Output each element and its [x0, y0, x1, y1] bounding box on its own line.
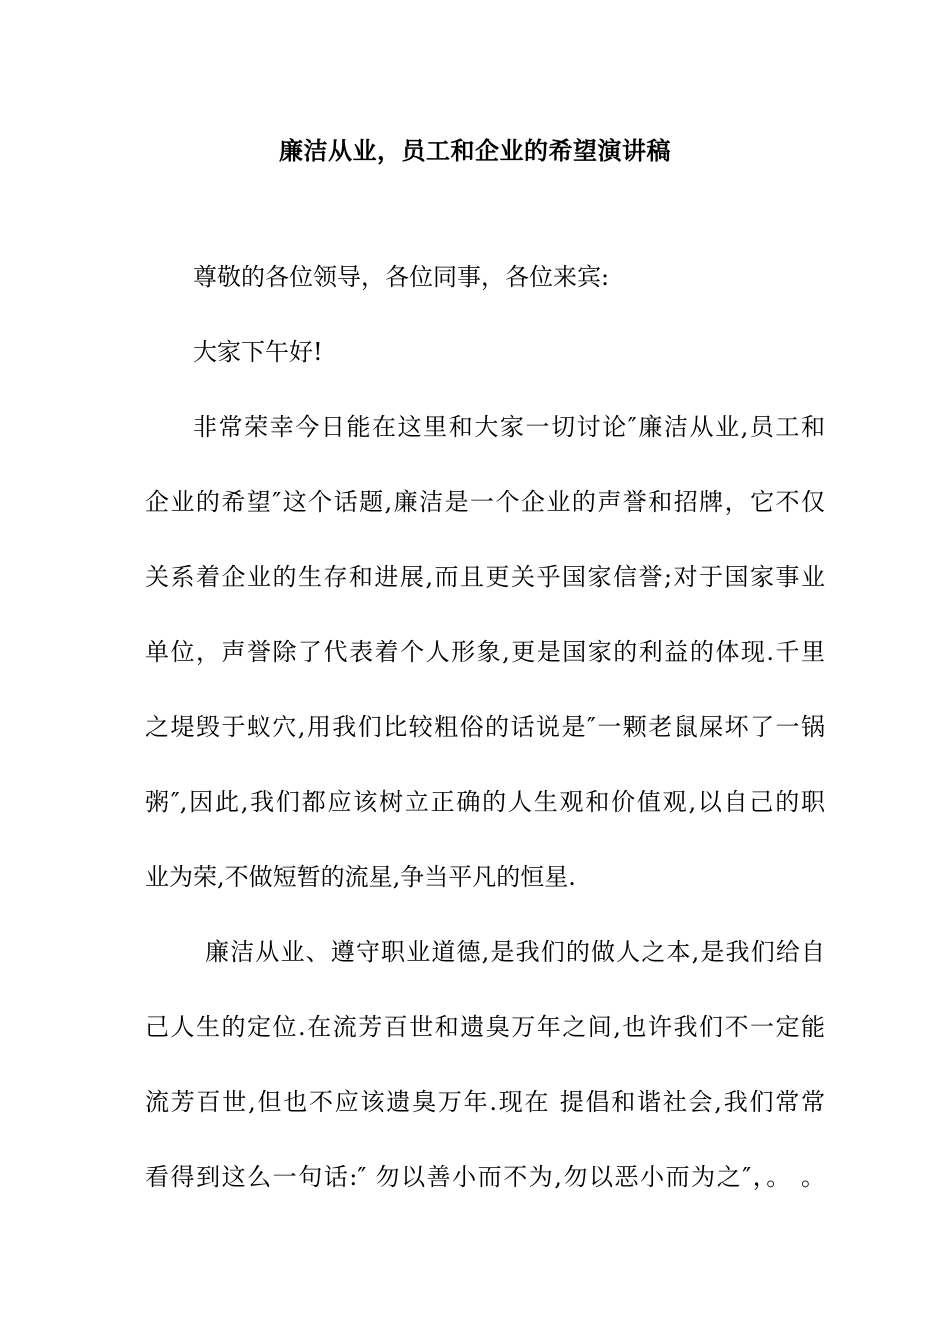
body-line: 己人生的定位.在流芳百世和遗臭万年之间,也许我们不一定能	[145, 1013, 825, 1041]
body-line: 企业的希望″这个话题,廉洁是一个企业的声誉和招牌，它不仅	[145, 488, 825, 516]
body-line: 流芳百世,但也不应该遗臭万年.现在 提倡和谐社会,我们常常	[145, 1088, 825, 1116]
body-line: 关系着企业的生存和进展,而且更关乎国家信誉;对于国家事业	[145, 563, 825, 591]
body-line: 粥″,因此,我们都应该树立正确的人生观和价值观,以自己的职	[145, 788, 825, 816]
body-line: 看得到这么一句话:″ 勿以善小而不为,勿以恶小而为之″，。 。	[145, 1163, 825, 1191]
greeting-line: 大家下午好!	[193, 338, 323, 366]
body-line: 非常荣幸今日能在这里和大家一切讨论″廉洁从业,员工和	[193, 413, 825, 441]
body-line: 单位，声誉除了代表着个人形象,更是国家的利益的体现.千里	[145, 638, 825, 666]
body-line: 业为荣,不做短暂的流星,争当平凡的恒星.	[145, 863, 576, 891]
body-line: 之堤毁于蚁穴,用我们比较粗俗的话说是″一颗老鼠屎坏了一锅	[145, 713, 825, 741]
body-line: 廉洁从业、遵守职业道德,是我们的做人之本,是我们给自	[205, 938, 825, 966]
document-title: 廉洁从业，员工和企业的希望演讲稿	[279, 137, 671, 165]
salutation-line: 尊敬的各位领导，各位同事，各位来宾:	[193, 263, 610, 291]
